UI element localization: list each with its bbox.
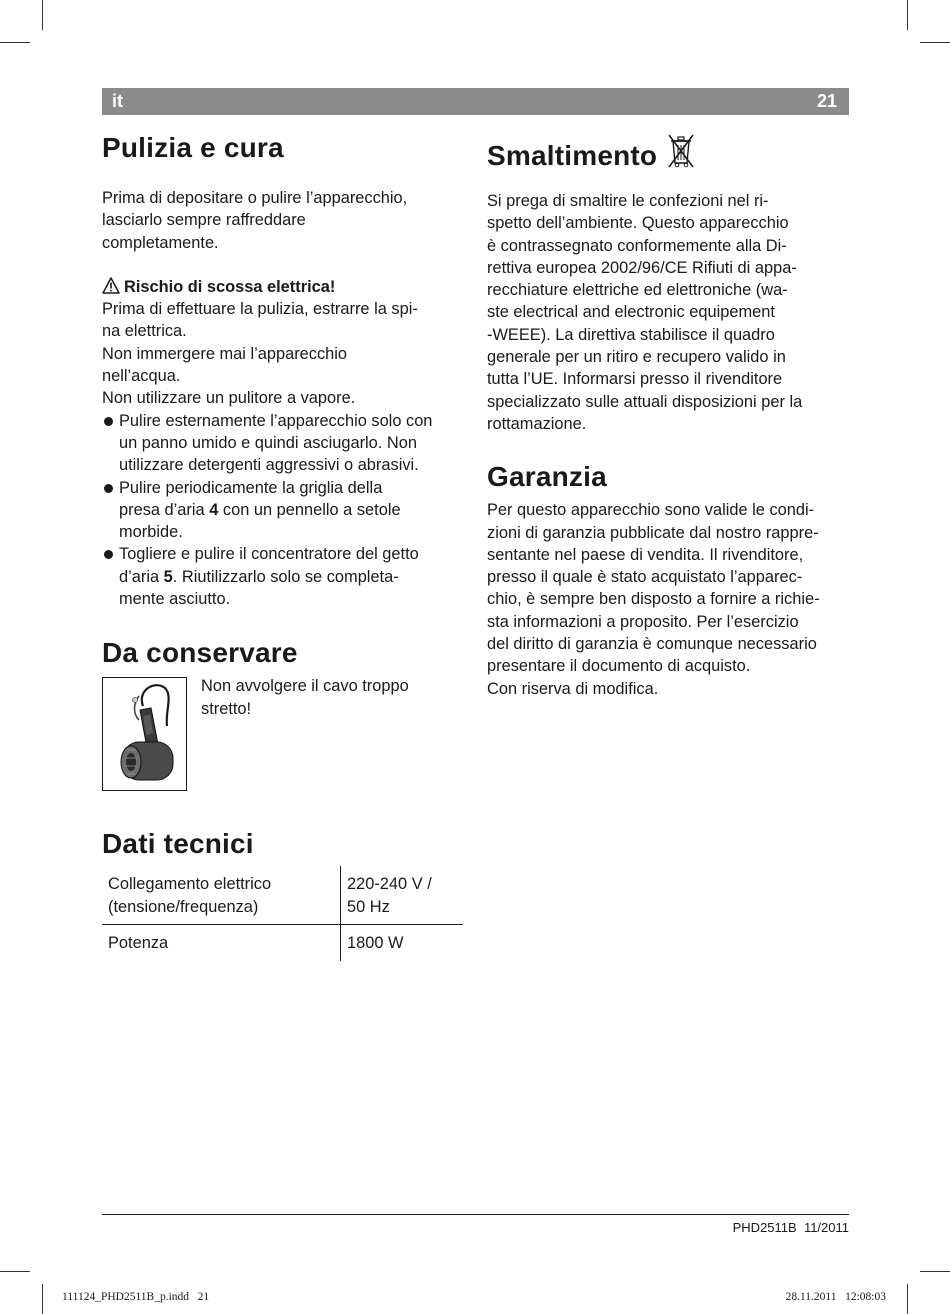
disposal-section	[487, 130, 852, 435]
crop-mark	[920, 42, 950, 43]
storage-section	[102, 635, 467, 793]
cleaning-section	[102, 130, 467, 610]
crop-mark	[0, 1271, 30, 1272]
storage-title: Da conservare	[102, 637, 298, 669]
electric-warning-text: Prima di effettuare la pulizia, estrarre la spi- na elettrica. Non immergere mai l’apparecchio nell’acqua. Non utilizzare un pulitore a vapore.	[102, 300, 418, 408]
spec-value: 220-240 V / 50 Hz	[341, 866, 464, 924]
electric-warning-heading: Rischio di scossa elettrica!	[102, 276, 467, 298]
table-row	[102, 866, 463, 924]
print-slug-timestamp: 28.11.2011 12:08:03	[785, 1291, 886, 1303]
specs-section	[102, 826, 467, 961]
spec-value: 1800 W	[347, 933, 404, 952]
list-item: Togliere e pulire il concentratore del getto d’aria 5. Riutilizzarlo solo se completa- mente asciutto.	[102, 543, 467, 610]
page-header	[102, 88, 849, 115]
hairdryer-icon	[103, 678, 185, 789]
cleaning-steps	[102, 410, 467, 611]
disposal-title: Smaltimento	[487, 133, 852, 174]
crossed-bin-icon	[667, 133, 695, 169]
page-number: 21	[816, 91, 837, 111]
disposal-text: Si prega di smaltire le confezioni nel ri- spetto dell’ambiente. Questo apparecchio è contrassegnato conformemente alla Di- rettiva europea 2002/96/CE Rifiuti di appa- recchiature elettriche ed elettroniche (wa- ste electrical and electronic equipement -WEEE). La direttiva stabilisce il quadro generale per un ritiro e recupero valido in tutta l’UE. Informarsi presso il rivenditore specializzato sulle attuali disposizioni per la rottamazione.	[487, 192, 803, 433]
crop-mark	[0, 42, 30, 43]
warranty-text: Per questo apparecchio sono valide le condi- zioni di garanzia pubblicate dal nostro rappre- sentante nel paese di vendita. Il rivenditore, presso il quale è stato acquistato l’apparec- chio, è sempre ben disposto a fornire a richie- sta informazioni a proposito. Per l’esercizio del diritto di garanzia è comunque necessario presentare il documento di acquisto. Con riserva di modifica.	[487, 501, 820, 698]
warning-triangle-icon	[102, 277, 120, 294]
table-row	[102, 924, 463, 961]
cleaning-title: Pulizia e cura	[102, 132, 284, 163]
footer-model-info: PHD2511B 11/2011	[732, 1220, 849, 1235]
crop-mark	[42, 1284, 43, 1314]
left-column	[102, 130, 467, 961]
language-code: it	[112, 91, 123, 111]
crop-mark	[42, 0, 43, 30]
warranty-title: Garanzia	[487, 461, 607, 493]
crop-mark	[920, 1271, 950, 1272]
storage-text: Non avvolgere il cavo troppo stretto!	[201, 677, 409, 718]
list-item: Pulire esternamente l’apparecchio solo con un panno umido e quindi asciugarlo. Non utilizzare detergenti aggressivi o abrasivi.	[102, 410, 467, 477]
footer-divider	[102, 1214, 849, 1215]
crop-mark	[907, 0, 908, 30]
crop-mark	[907, 1284, 908, 1314]
right-column	[487, 130, 852, 700]
print-slug-file: 111124_PHD2511B_p.indd 21	[62, 1291, 210, 1303]
spec-label: Collegamento elettrico (tensione/frequenza)	[102, 866, 341, 924]
hairdryer-storage-illustration	[102, 677, 187, 791]
warranty-section	[487, 459, 852, 700]
cleaning-intro: Prima di depositare o pulire l’apparecchio, lasciarlo sempre raffreddare completamente.	[102, 189, 408, 252]
specs-table	[102, 866, 463, 961]
spec-label: Potenza	[102, 924, 341, 961]
specs-title: Dati tecnici	[102, 828, 254, 860]
list-item: Pulire periodicamente la griglia della presa d’aria 4 con un pennello a setole morbide.	[102, 477, 467, 544]
